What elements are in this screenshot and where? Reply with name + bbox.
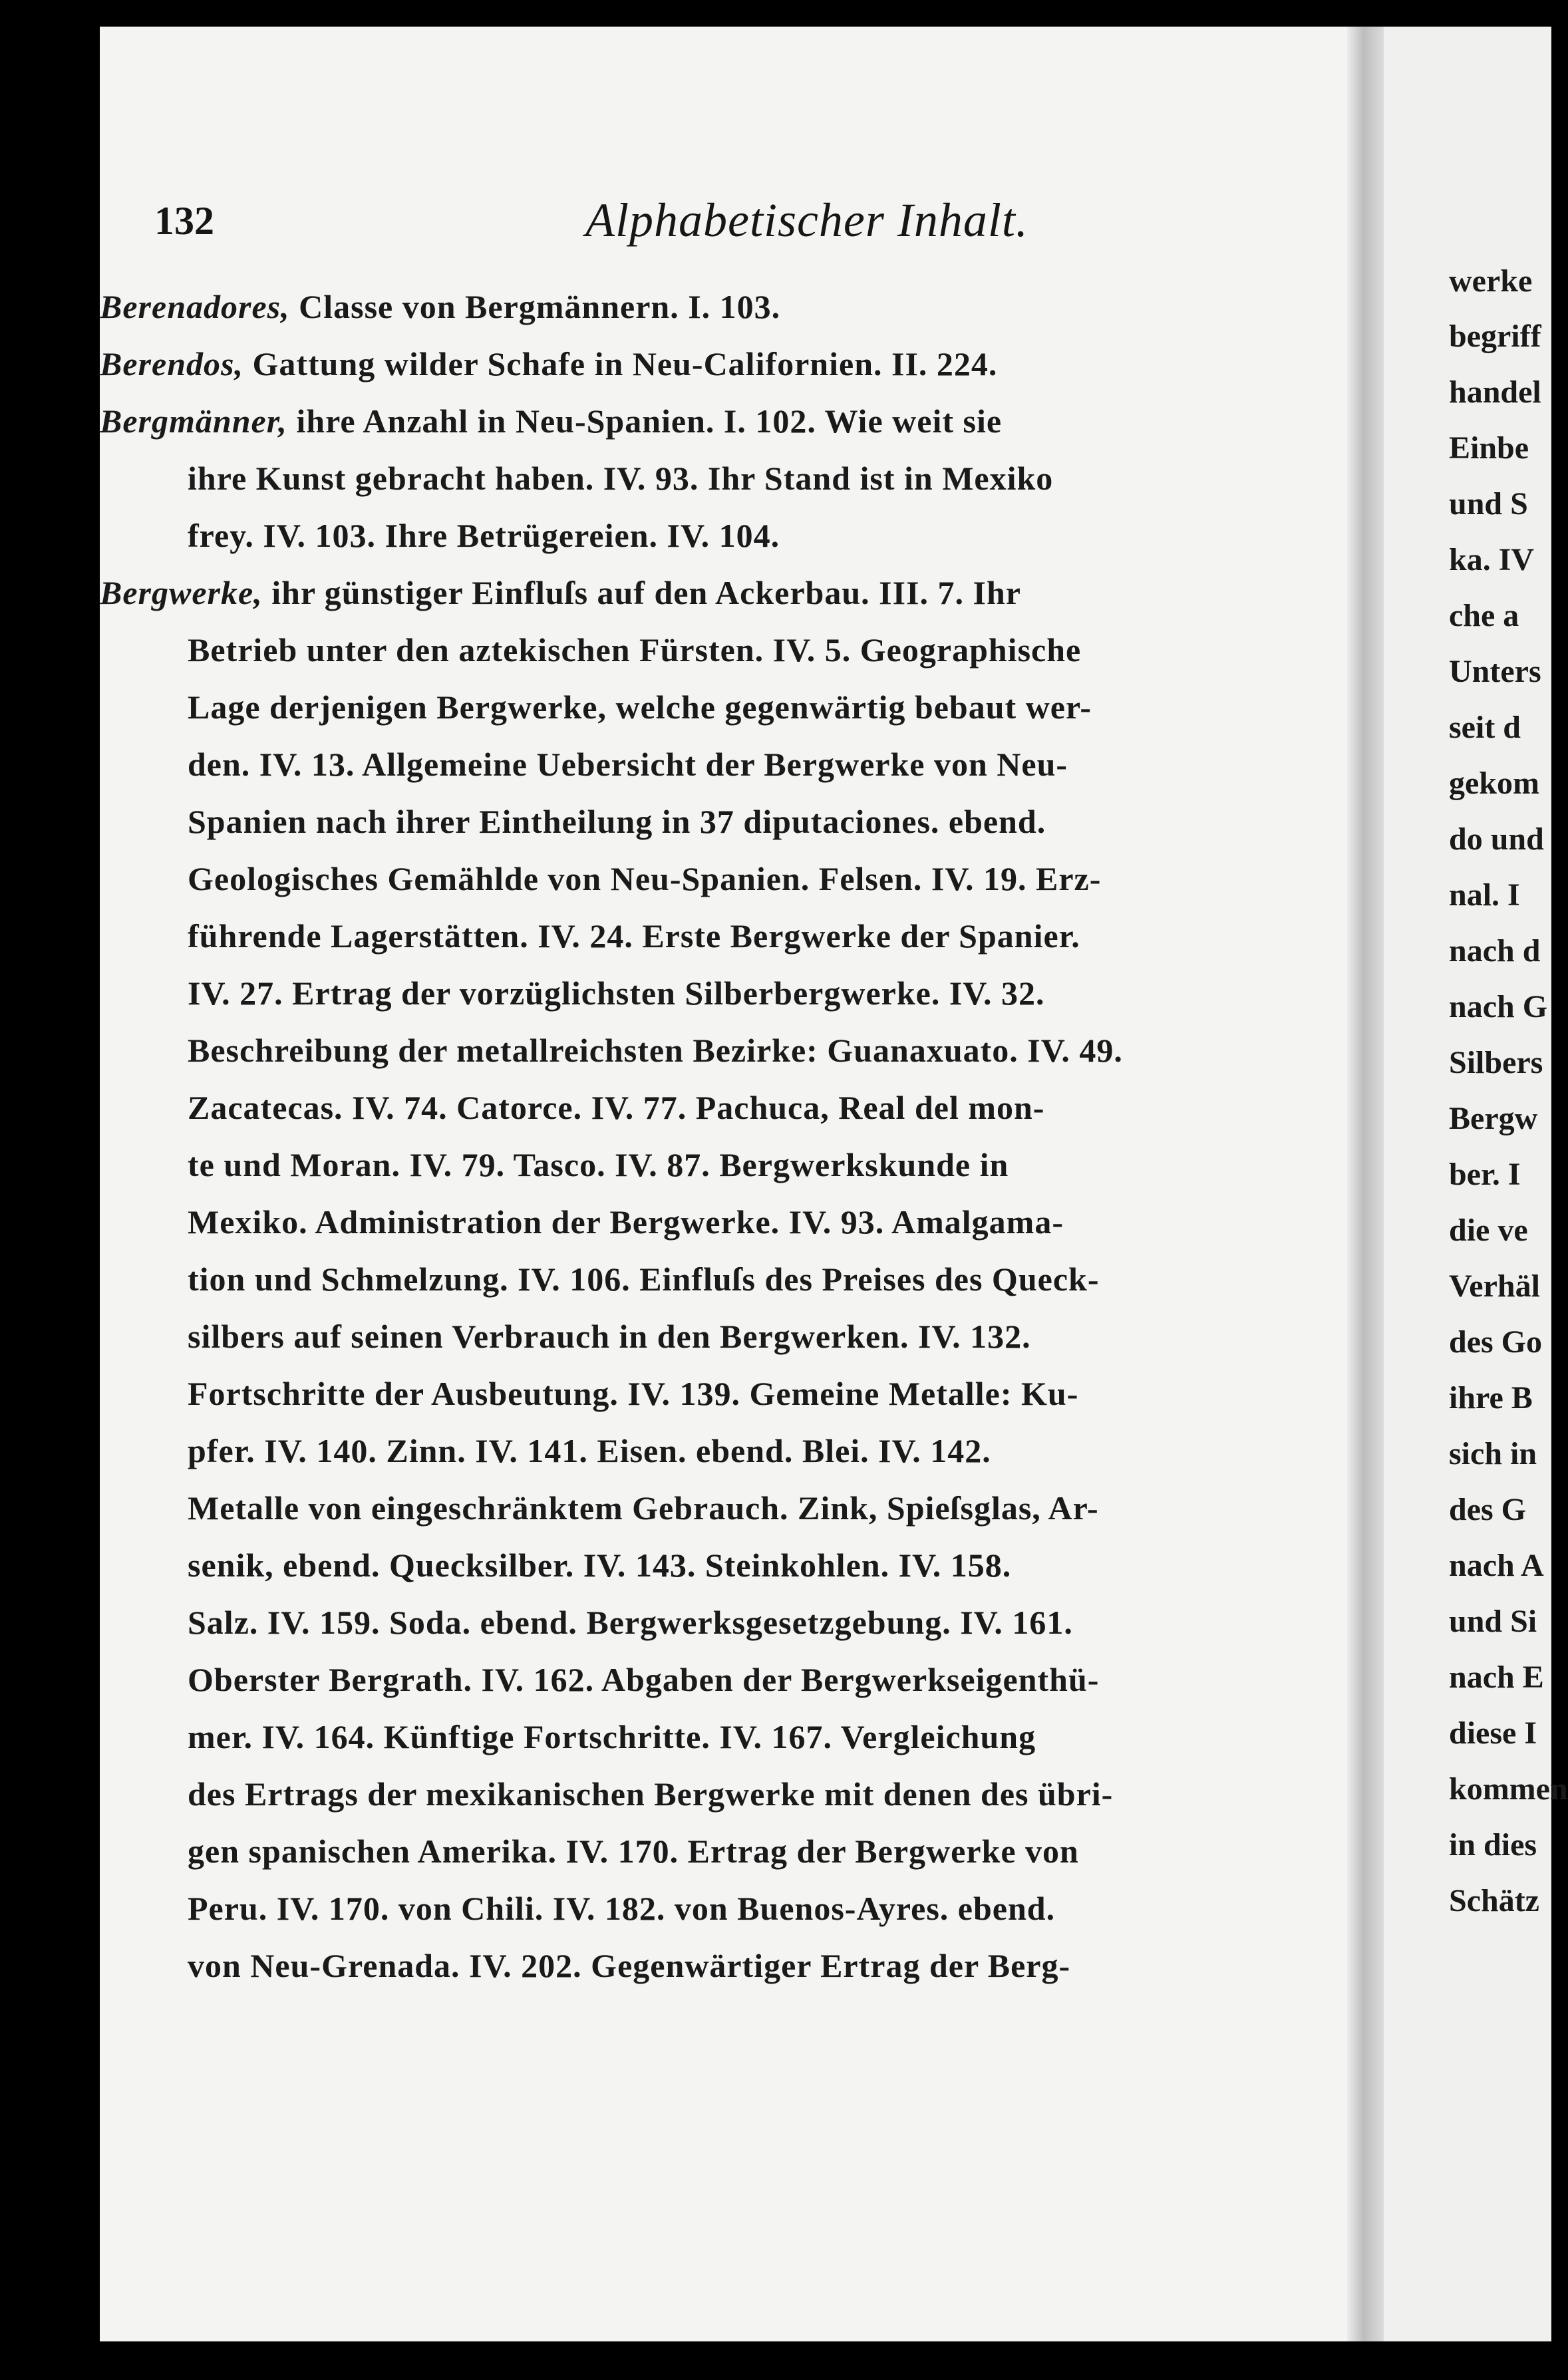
entry-continuation-line: silbers auf seinen Verbrauch in den Bergwerken. IV. 132.: [188, 1318, 1031, 1355]
entry-continuation-line: des Ertrags der mexikanischen Bergwerke mit denen des übri-: [188, 1775, 1114, 1813]
facing-page-fragment: Unters: [1449, 654, 1541, 689]
running-head: Alphabetischer Inhalt.: [585, 194, 1028, 247]
facing-page-fragment: Silbers: [1449, 1045, 1543, 1080]
index-entry-bergmaenner: [100, 402, 1002, 440]
entry-continuation-line: Lage derjenigen Bergwerke, welche gegenwärtig bebaut wer-: [188, 688, 1092, 726]
facing-page-fragment: die ve: [1449, 1213, 1528, 1248]
index-entry-bergwerke: [100, 573, 1021, 612]
entry-continuation-line: Metalle von eingeschränktem Gebrauch. Zink, Spieſsglas, Ar-: [188, 1489, 1099, 1527]
facing-page-fragment: Verhäl: [1449, 1268, 1540, 1304]
facing-page-fragment: nal. I: [1449, 877, 1520, 913]
entry-continuation-line: Fortschritte der Ausbeutung. IV. 139. Gemeine Metalle: Ku-: [188, 1375, 1079, 1412]
facing-page-fragment: nach G: [1449, 989, 1548, 1024]
facing-page-fragment: und Si: [1449, 1604, 1537, 1639]
facing-page-fragment: kommen: [1449, 1771, 1568, 1807]
entry-continuation-line: te und Moran. IV. 79. Tasco. IV. 87. Bergwerkskunde in: [188, 1146, 1009, 1183]
entry-continuation-line: Geologisches Gemählde von Neu-Spanien. Felsen. IV. 19. Erz-: [188, 860, 1102, 897]
entry-continuation-line: gen spanischen Amerika. IV. 170. Ertrag der Bergwerke von: [188, 1833, 1079, 1870]
entry-continuation-line: tion und Schmelzung. IV. 106. Einfluſs des Preises des Queck-: [188, 1261, 1100, 1298]
entry-continuation-line: IV. 27. Ertrag der vorzüglichsten Silberbergwerke. IV. 32.: [188, 974, 1045, 1012]
entry-continuation-line: pfer. IV. 140. Zinn. IV. 141. Eisen. ebend. Blei. IV. 142.: [188, 1432, 991, 1469]
facing-page-fragment: seit d: [1449, 710, 1521, 745]
entry-text: ihr günstiger Einfluſs auf den Ackerbau. III. 7. Ihr: [262, 574, 1021, 611]
facing-page-fragment: ber. I: [1449, 1157, 1521, 1192]
facing-page-fragment: Einbe: [1449, 430, 1529, 466]
entry-text: ihre Anzahl in Neu-Spanien. I. 102. Wie weit sie: [287, 402, 1003, 440]
facing-page-fragment: in dies: [1449, 1827, 1537, 1862]
entry-text: Gattung wilder Schafe in Neu-Californien. II. 224.: [243, 345, 998, 382]
facing-page-fragment: nach A: [1449, 1548, 1544, 1583]
facing-page-fragment: des Go: [1449, 1324, 1543, 1360]
facing-page-fragment: Schätz: [1449, 1883, 1539, 1918]
facing-page-fragment: werke: [1449, 263, 1533, 299]
entry-continuation-line: mer. IV. 164. Künftige Fortschritte. IV. 167. Vergleichung: [188, 1718, 1036, 1755]
facing-page-fragment: che a: [1449, 598, 1519, 633]
facing-page-fragment: nach E: [1449, 1660, 1544, 1695]
facing-page-fragment: Bergw: [1449, 1101, 1538, 1136]
entry-continuation-line: Beschreibung der metallreichsten Bezirke: Guanaxuato. IV. 49.: [188, 1032, 1123, 1069]
entry-continuation-line: ihre Kunst gebracht haben. IV. 93. Ihr Stand ist in Mexiko: [188, 460, 1054, 497]
headword: Bergwerke,: [100, 574, 263, 611]
book-gutter: [1347, 27, 1384, 2341]
page-number: 132: [154, 199, 214, 243]
headword: Bergmänner,: [100, 402, 287, 440]
entry-continuation-line: frey. IV. 103. Ihre Betrügereien. IV. 104.: [188, 517, 780, 554]
facing-page-fragment: ka. IV: [1449, 542, 1535, 577]
entry-continuation-line: Oberster Bergrath. IV. 162. Abgaben der Bergwerkseigenthü-: [188, 1661, 1100, 1698]
headword: Berenadores,: [100, 288, 290, 325]
facing-page-fragment: gekom: [1449, 766, 1539, 801]
entry-continuation-line: Zacatecas. IV. 74. Catorce. IV. 77. Pachuca, Real del mon-: [188, 1089, 1045, 1126]
entry-continuation-line: den. IV. 13. Allgemeine Uebersicht der Bergwerke von Neu-: [188, 746, 1068, 783]
entry-continuation-line: von Neu-Grenada. IV. 202. Gegenwärtiger Ertrag der Berg-: [188, 1947, 1071, 1984]
facing-page-fragment: handel: [1449, 374, 1541, 410]
facing-page-fragment: sich in: [1449, 1436, 1537, 1471]
entry-continuation-line: Mexiko. Administration der Bergwerke. IV. 93. Amalgama-: [188, 1203, 1064, 1241]
entry-text: Classe von Bergmännern. I. 103.: [289, 288, 781, 325]
facing-page-fragment: ihre B: [1449, 1380, 1533, 1415]
facing-page-fragment: diese I: [1449, 1715, 1537, 1751]
entry-continuation-line: Spanien nach ihrer Eintheilung in 37 diputaciones. ebend.: [188, 803, 1046, 840]
entry-continuation-line: Betrieb unter den aztekischen Fürsten. IV. 5. Geographische: [188, 631, 1082, 669]
facing-page-fragment: begriff: [1449, 319, 1541, 354]
entry-continuation-line: führende Lagerstätten. IV. 24. Erste Bergwerke der Spanier.: [188, 917, 1080, 955]
entry-continuation-line: Salz. IV. 159. Soda. ebend. Bergwerksgesetzgebung. IV. 161.: [188, 1604, 1073, 1641]
entry-continuation-line: Peru. IV. 170. von Chili. IV. 182. von Buenos-Ayres. ebend.: [188, 1890, 1056, 1927]
facing-page-fragment: des G: [1449, 1492, 1527, 1527]
facing-page-fragment: do und: [1449, 821, 1544, 857]
entry-continuation-line: senik, ebend. Quecksilber. IV. 143. Steinkohlen. IV. 158.: [188, 1547, 1012, 1584]
facing-page-fragment: nach d: [1449, 933, 1541, 968]
index-entry-berendos: [100, 345, 997, 383]
facing-page-fragment: und S: [1449, 486, 1528, 521]
headword: Berendos,: [100, 345, 243, 382]
index-entry-berenadores: [100, 287, 780, 326]
